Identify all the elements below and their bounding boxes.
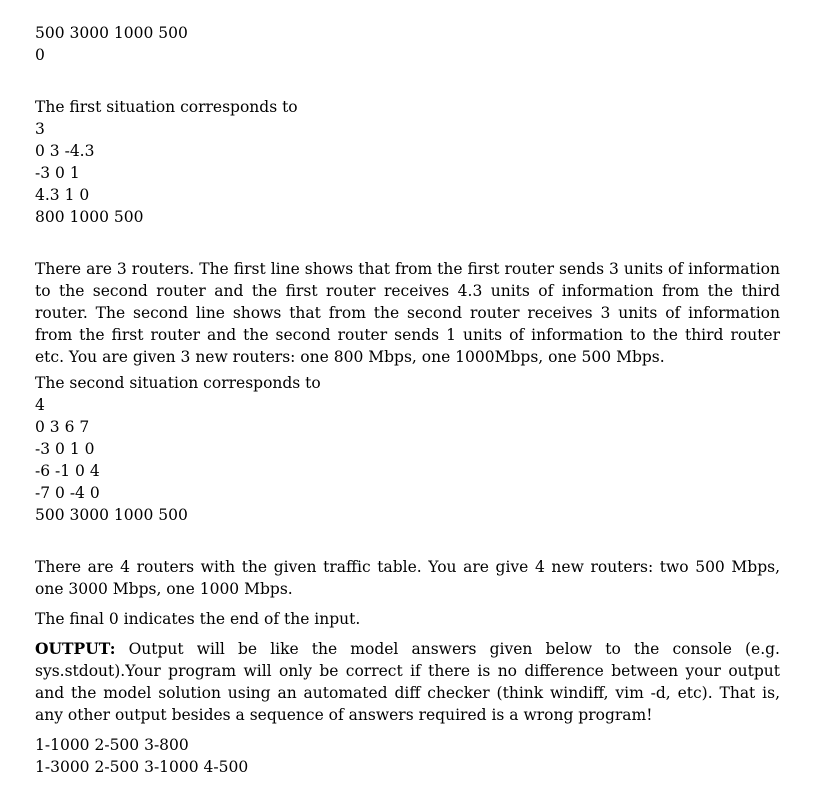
final-note: The final 0 indicates the end of the input. — [35, 610, 361, 628]
situation-two-block — [35, 372, 780, 526]
input-line: 4.3 1 0 — [35, 186, 90, 204]
output-description — [35, 638, 780, 726]
input-line: 4 — [35, 396, 45, 414]
input-line: -6 -1 0 4 — [35, 462, 100, 480]
input-line: 500 3000 1000 500 — [35, 506, 188, 524]
situation-one-intro: The first situation corresponds to — [35, 98, 298, 116]
output-line: 1-3000 2-500 3-1000 4-500 — [35, 758, 249, 776]
situation-two-intro: The second situation corresponds to — [35, 374, 321, 392]
top-input-block — [35, 22, 780, 66]
situation-two-explanation: There are 4 routers with the given traffic table. You are give 4 new routers: two 500 Mbps, one 3000 Mbps, one 1000 Mbps. — [35, 558, 780, 598]
input-line: 3 — [35, 120, 45, 138]
situation-one-explanation: There are 3 routers. The first line shows that from the first router sends 3 units of information to the second router and the first router receives 4.3 units of information from the third router. The second line shows that from the second router receives 3 units of information from the first router and the second router sends 1 units of information to the third router etc. You are given 3 new routers: one 800 Mbps, one 1000Mbps, one 500 Mbps. — [35, 260, 780, 366]
input-line: 500 3000 1000 500 — [35, 24, 188, 42]
input-line: 0 — [35, 46, 45, 64]
output-line: 1-1000 2-500 3-800 — [35, 736, 189, 754]
input-line: 0 3 -4.3 — [35, 142, 95, 160]
situation-one-block — [35, 96, 780, 228]
sample-output-block — [35, 734, 780, 778]
input-line: -3 0 1 0 — [35, 440, 95, 458]
input-line: -3 0 1 — [35, 164, 80, 182]
output-text: Output will be like the model answers given below to the console (e.g. sys.stdout).Your program will only be correct if there is no difference between your output and the model solution using an automated diff checker (think windiff, vim -d, etc). That is, any other output besides a sequence of answers required is a wrong program! — [35, 640, 780, 724]
output-label: OUTPUT: — [35, 639, 116, 658]
input-line: 800 1000 500 — [35, 208, 144, 226]
input-line: -7 0 -4 0 — [35, 484, 100, 502]
input-line: 0 3 6 7 — [35, 418, 90, 436]
document-body — [35, 22, 780, 778]
